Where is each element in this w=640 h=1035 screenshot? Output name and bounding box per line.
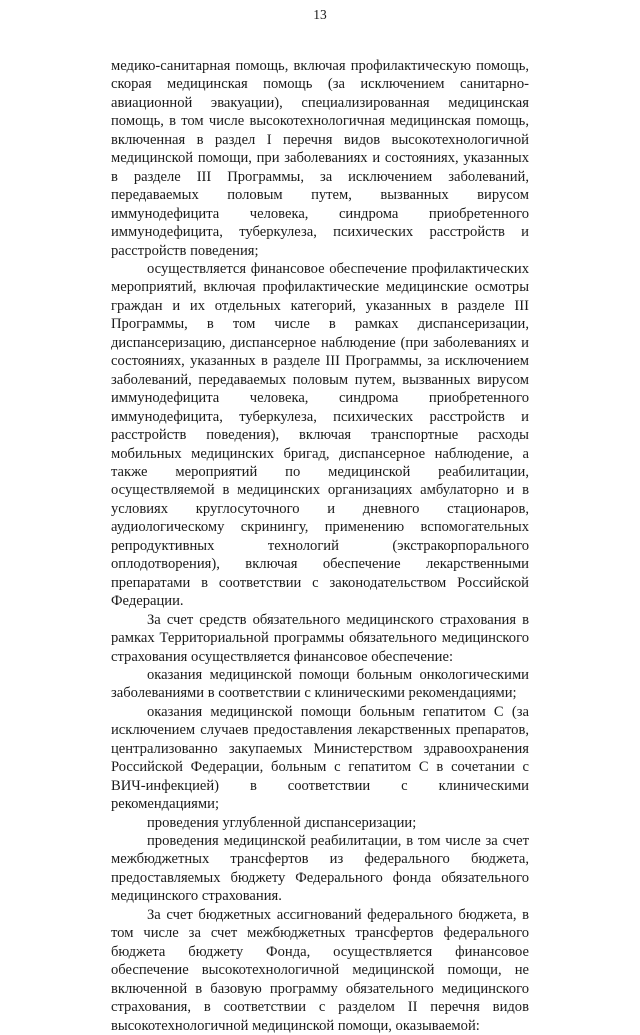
paragraph-2: осуществляется финансовое обеспечение профилактических мероприятий, включая профилактические медицинские осмотры граждан и их отдельных категорий, указанных в разделе III Программы, в том числе в рамках диспансеризации, диспансеризацию, диспансерное наблюдение (при заболеваниях и состояниях, указанных в разделе III Программы, за исключением заболеваний, передаваемых половым путем, вызванных вирусом иммунодефицита человека, синдрома приобретенного иммунодефицита, туберкулеза, психических расстройств и расстройств поведения), включая транспортные расходы мобильных медицинских бригад, диспансерное наблюдение, а также мероприятий по медицинской реабилитации, осуществляемой в медицинских организациях амбулаторно и в условиях круглосуточного и дневного стационаров, аудиологическому скринингу, применению вспомогательных репродуктивных технологий (экстракорпорального оплодотворения), включая обеспечение лекарственными препаратами в соответствии с законодательством Российской Федерации. bbox=[111, 260, 529, 610]
body-text bbox=[111, 57, 529, 1035]
paragraph-8: За счет бюджетных ассигнований федерального бюджета, в том числе за счет межбюджетных трансфертов федерального бюджета бюджету Фонда, осуществляется финансовое обеспечение высокотехнологичной медицинской помощи, не включенной в базовую программу обязательного медицинского страхования, в соответствии с разделом II перечня видов высокотехнологичной медицинской помощи, оказываемой: bbox=[111, 906, 529, 1034]
paragraph-3: За счет средств обязательного медицинского страхования в рамках Территориальной программы обязательного медицинского страхования осуществляется финансовое обеспечение: bbox=[111, 611, 529, 665]
paragraph-4: оказания медицинской помощи больным онкологическими заболеваниями в соответствии с клиническими рекомендациями; bbox=[111, 666, 529, 702]
paragraph-7: проведения медицинской реабилитации, в том числе за счет межбюджетных трансфертов из федерального бюджета, предоставляемых бюджету Федерального фонда обязательного медицинского страхования. bbox=[111, 833, 529, 905]
paragraph-1: медико-санитарная помощь, включая профилактическую помощь, скорая медицинская помощь (за исключением санитарно-авиационной эвакуации), специализированная медицинская помощь, в том числе высокотехнологичная медицинская помощь, включенная в раздел I перечня видов высокотехнологичной медицинской помощи, при заболеваниях и состояниях, указанных в разделе III Программы, за исключением заболеваний, передаваемых половым путем, вызванных вирусом иммунодефицита человека, синдрома приобретенного иммунодефицита, туберкулеза, психических расстройств и расстройств поведения; bbox=[111, 58, 529, 259]
page-number: 13 bbox=[313, 7, 327, 22]
paragraph-6: проведения углубленной диспансеризации; bbox=[147, 814, 417, 831]
paragraph-5: оказания медицинской помощи больным гепатитом С (за исключением случаев предоставления лекарственных препаратов, централизованно закупаемых Министерством здравоохранения Российской Федерации, больным с гепатитом С в сочетании с ВИЧ-инфекцией) в соответствии с клиническими рекомендациями; bbox=[111, 703, 529, 813]
